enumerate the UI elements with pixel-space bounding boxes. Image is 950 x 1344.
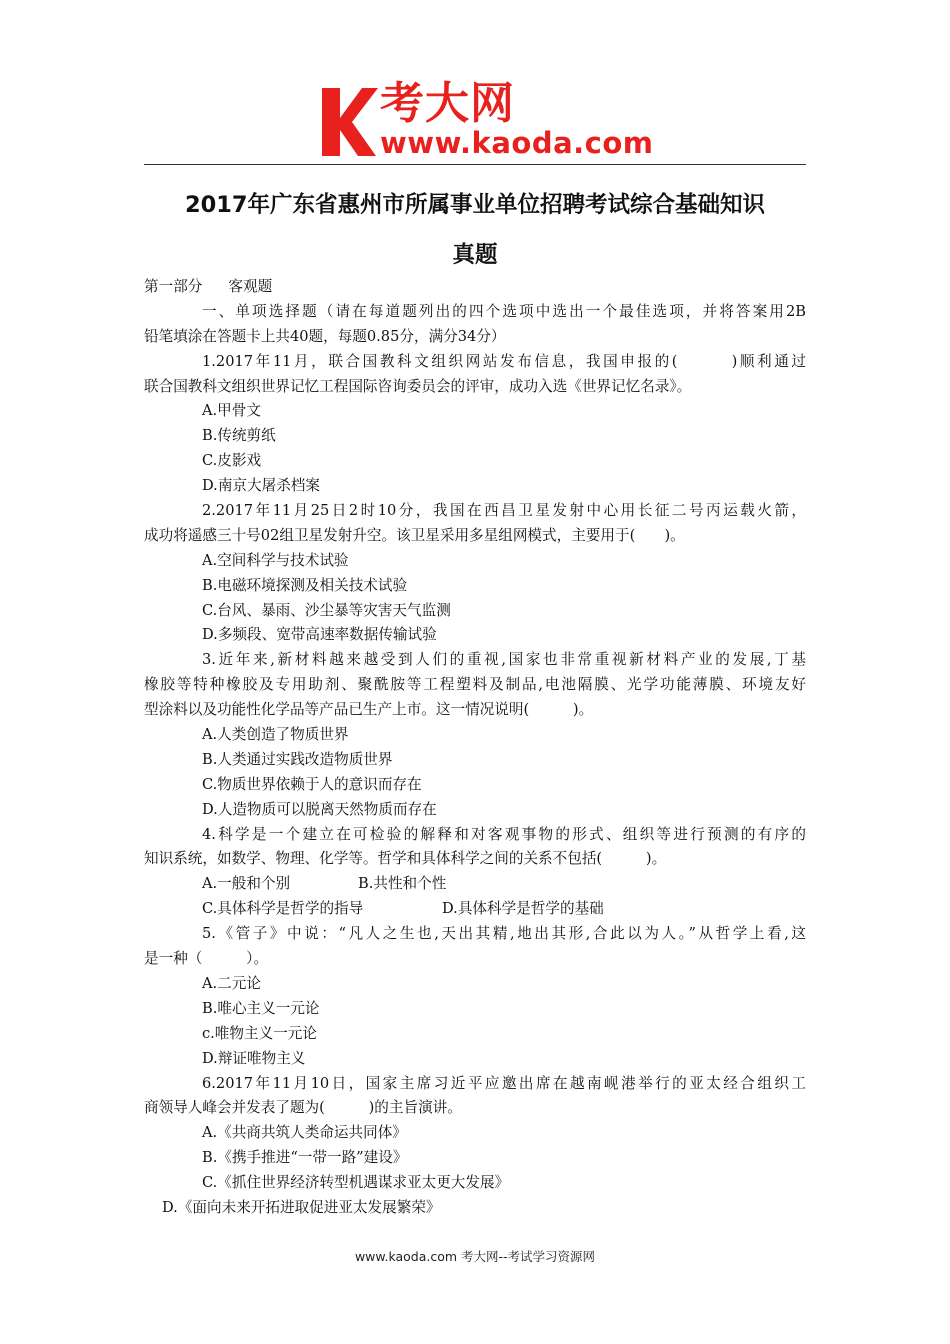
question-stem: 是一种（ ）。 — [144, 950, 269, 968]
option-item: A.人类创造了物质世界 — [202, 726, 349, 744]
k-logo-icon — [318, 84, 380, 160]
option-item: B.人类通过实践改造物质世界 — [202, 750, 393, 768]
question-stem: 4.科学是一个建立在可检验的解释和对客观事物的形式、组织等进行预测的有序的 — [202, 825, 806, 843]
option-item: A.《共商共筑人类命运共同体》 — [202, 1124, 407, 1142]
question-stem: 成功将遥感三十号02组卫星发射升空。该卫星采用多星组网模式，主要用于( )。 — [144, 526, 685, 544]
question-stem: 橡胶等特种橡胶及专用助剂、聚酰胺等工程塑料及制品,电池隔膜、光学功能薄膜、环境友好 — [144, 676, 806, 694]
option-item: A.二元论 — [202, 974, 261, 992]
site-logo[interactable] — [318, 78, 654, 160]
option-item: C.物质世界依赖于人的意识而存在 — [202, 775, 422, 793]
question-stem: 型涂料以及功能性化学品等产品已生产上市。这一情况说明( )。 — [144, 701, 594, 719]
logo-url[interactable]: www.kaoda.com — [380, 126, 654, 160]
option-item: C.台风、暴雨、沙尘暴等灾害天气监测 — [202, 601, 451, 619]
option-item: A.一般和个别 — [202, 875, 291, 893]
option-item: B.唯心主义一元论 — [202, 999, 320, 1017]
option-item: B.电磁环境探测及相关技术试验 — [202, 576, 408, 594]
option-item: B.传统剪纸 — [202, 427, 276, 445]
option-item: D.《面向未来开拓进取促进亚太发展繁荣》 — [162, 1198, 441, 1216]
header-divider — [144, 164, 806, 165]
section-part: 第一部分 — [144, 278, 203, 295]
option-item: D.南京大屠杀档案 — [202, 477, 320, 495]
document-title: 2017年广东省惠州市所属事业单位招聘考试综合基础知识 真题 — [184, 192, 766, 268]
page-footer: www.kaoda.com 考大网--考试学习资源网 — [354, 1249, 596, 1264]
option-item: B.共性和个性 — [358, 875, 447, 893]
option-item: D.多频段、宽带高速率数据传输试验 — [202, 626, 437, 644]
section-heading — [144, 275, 806, 300]
option-item: C.《抓住世界经济转型机遇谋求亚太更大发展》 — [202, 1174, 510, 1192]
question-stem: 商领导人峰会并发表了题为( )的主旨演讲。 — [144, 1099, 462, 1117]
option-item: D.具体科学是哲学的基础 — [442, 900, 604, 918]
question-stem: 3.近年来,新材料越来越受到人们的重视,国家也非常重视新材料产业的发展,丁基 — [202, 651, 806, 669]
instruction-line: 铅笔填涂在答题卡上共40题，每题0.85分，满分34分） — [144, 327, 506, 345]
question-stem: 联合国教科文组织世界记忆工程国际咨询委员会的评审，成功入选《世界记忆名录》。 — [144, 377, 692, 395]
section-type: 客观题 — [228, 278, 273, 295]
option-item: C.皮影戏 — [202, 452, 262, 470]
question-stem: 5.《管子》中说：“凡人之生也,天出其精,地出其形,合此以为人。”从哲学上看,这 — [202, 925, 806, 943]
option-row — [144, 897, 806, 922]
question-stem: 2.2017年11月25日2时10分，我国在西昌卫星发射中心用长征二号丙运载火箭， — [202, 502, 806, 520]
option-row — [144, 872, 806, 897]
option-item: A.甲骨文 — [202, 402, 261, 420]
option-item: D.辩证唯物主义 — [202, 1049, 306, 1067]
logo-title: 考大网 — [380, 78, 515, 129]
question-stem: 知识系统，如数学、物理、化学等。哲学和具体科学之间的关系不包括( )。 — [144, 850, 667, 868]
question-stem: 6.2017年11月10日，国家主席习近平应邀出席在越南岘港举行的亚太经合组织工 — [202, 1074, 806, 1092]
option-item: A.空间科学与技术试验 — [202, 551, 349, 569]
option-item: c.唯物主义一元论 — [202, 1024, 317, 1042]
document-body — [144, 275, 806, 1221]
option-item: D.人造物质可以脱离天然物质而存在 — [202, 800, 437, 818]
option-item: B.《携手推进“一带一路”建设》 — [202, 1149, 408, 1167]
option-item: C.具体科学是哲学的指导 — [202, 900, 364, 918]
question-stem: 1.2017年11月，联合国教科文组织网站发布信息，我国申报的( )顺利通过 — [202, 352, 806, 370]
instruction-line: 一、单项选择题（请在每道题列出的四个选项中选出一个最佳选项，并将答案用2B — [202, 302, 806, 320]
